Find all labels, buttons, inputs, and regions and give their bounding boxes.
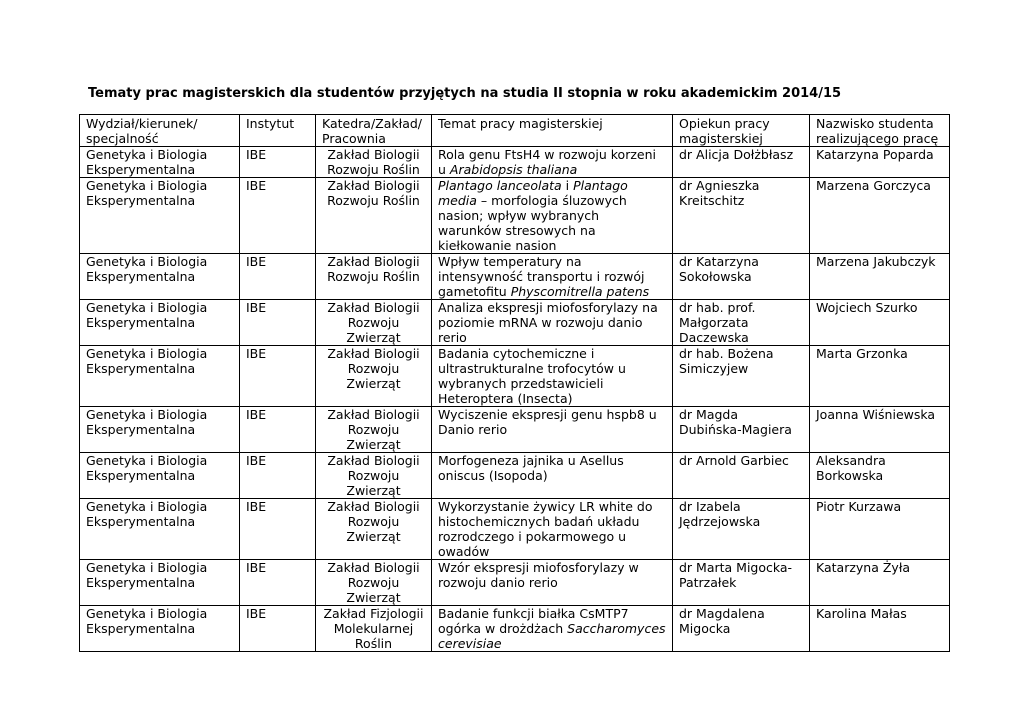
table-row [80,178,950,254]
cell-student: Katarzyna Poparda [810,147,950,178]
cell-faculty: Genetyka i Biologia Eksperymentalna [80,453,240,499]
cell-topic: Wyciszenie ekspresji genu hspb8 u Danio rerio [432,407,673,453]
cell-topic: Plantago lanceolata i Plantago media – morfologia śluzowych nasion; wpływ wybranych warunków stresowych na kiełkowanie nasion [432,178,673,254]
cell-department: Zakład Biologii Rozwoju Zwierząt [316,560,432,606]
cell-student: Karolina Małas [810,606,950,652]
cell-department: Zakład Biologii Rozwoju Zwierząt [316,300,432,346]
cell-institute: IBE [240,147,316,178]
cell-institute: IBE [240,300,316,346]
cell-faculty: Genetyka i Biologia Eksperymentalna [80,147,240,178]
cell-department: Zakład Biologii Rozwoju Roślin [316,178,432,254]
cell-supervisor: dr Arnold Garbiec [673,453,810,499]
cell-topic: Wzór ekspresji miofosforylazy w rozwoju danio rerio [432,560,673,606]
cell-supervisor: dr Agnieszka Kreitschitz [673,178,810,254]
cell-institute: IBE [240,346,316,407]
cell-supervisor: dr Alicja Dołżbłasz [673,147,810,178]
cell-supervisor: dr Magda Dubińska-Magiera [673,407,810,453]
cell-supervisor: dr Izabela Jędrzejowska [673,499,810,560]
cell-faculty: Genetyka i Biologia Eksperymentalna [80,300,240,346]
cell-department: Zakład Biologii Rozwoju Roślin [316,254,432,300]
table-row [80,499,950,560]
header-supervisor: Opiekun pracy magisterskiej [673,115,810,147]
cell-student: Katarzyna Żyła [810,560,950,606]
cell-institute: IBE [240,453,316,499]
cell-department: Zakład Biologii Rozwoju Zwierząt [316,407,432,453]
table-row [80,300,950,346]
header-institute: Instytut [240,115,316,147]
cell-department: Zakład Biologii Rozwoju Zwierząt [316,453,432,499]
cell-topic: Analiza ekspresji miofosforylazy na poziomie mRNA w rozwoju danio rerio [432,300,673,346]
header-topic: Temat pracy magisterskiej [432,115,673,147]
cell-student: Piotr Kurzawa [810,499,950,560]
table-row [80,407,950,453]
cell-institute: IBE [240,178,316,254]
cell-department: Zakład Biologii Rozwoju Roślin [316,147,432,178]
cell-department: Zakład Biologii Rozwoju Zwierząt [316,499,432,560]
cell-student: Marzena Jakubczyk [810,254,950,300]
cell-student: Joanna Wiśniewska [810,407,950,453]
cell-department: Zakład Biologii Rozwoju Zwierząt [316,346,432,407]
cell-faculty: Genetyka i Biologia Eksperymentalna [80,560,240,606]
table-row [80,606,950,652]
cell-faculty: Genetyka i Biologia Eksperymentalna [80,346,240,407]
cell-supervisor: dr Marta Migocka-Patrzałek [673,560,810,606]
cell-topic: Rola genu FtsH4 w rozwoju korzeni u Arabidopsis thaliana [432,147,673,178]
cell-institute: IBE [240,606,316,652]
table-row [80,254,950,300]
cell-student: Wojciech Szurko [810,300,950,346]
table-row [80,147,950,178]
cell-faculty: Genetyka i Biologia Eksperymentalna [80,254,240,300]
cell-institute: IBE [240,560,316,606]
cell-student: Marzena Gorczyca [810,178,950,254]
cell-faculty: Genetyka i Biologia Eksperymentalna [80,499,240,560]
cell-faculty: Genetyka i Biologia Eksperymentalna [80,606,240,652]
table-row [80,560,950,606]
cell-institute: IBE [240,407,316,453]
header-department: Katedra/Zakład/ Pracownia [316,115,432,147]
header-student: Nazwisko studenta realizującego pracę [810,115,950,147]
cell-supervisor: dr hab. prof. Małgorzata Daczewska [673,300,810,346]
cell-student: Marta Grzonka [810,346,950,407]
document-title: Tematy prac magisterskich dla studentów przyjętych na studia II stopnia w roku akademickim 2014/15 [88,86,842,101]
cell-supervisor: dr Magdalena Migocka [673,606,810,652]
cell-topic: Wykorzystanie żywicy LR white do histochemicznych badań układu rozrodczego i pokarmowego u owadów [432,499,673,560]
cell-supervisor: dr hab. Bożena Simiczyjew [673,346,810,407]
cell-supervisor: dr Katarzyna Sokołowska [673,254,810,300]
cell-student: Aleksandra Borkowska [810,453,950,499]
cell-institute: IBE [240,499,316,560]
table-row [80,453,950,499]
cell-faculty: Genetyka i Biologia Eksperymentalna [80,407,240,453]
header-faculty: Wydział/kierunek/ specjalność [80,115,240,147]
cell-topic: Wpływ temperatury na intensywność transportu i rozwój gametofitu Physcomitrella patens [432,254,673,300]
thesis-topics-table [79,114,950,652]
table-header-row [80,115,950,147]
cell-topic: Badania cytochemiczne i ultrastrukturalne trofocytów u wybranych przedstawicieli Heteroptera (Insecta) [432,346,673,407]
cell-institute: IBE [240,254,316,300]
table-row [80,346,950,407]
cell-faculty: Genetyka i Biologia Eksperymentalna [80,178,240,254]
cell-topic: Morfogeneza jajnika u Asellus oniscus (Isopoda) [432,453,673,499]
cell-topic: Badanie funkcji białka CsMTP7 ogórka w drożdżach Saccharomyces cerevisiae [432,606,673,652]
cell-department: Zakład Fizjologii Molekularnej Roślin [316,606,432,652]
